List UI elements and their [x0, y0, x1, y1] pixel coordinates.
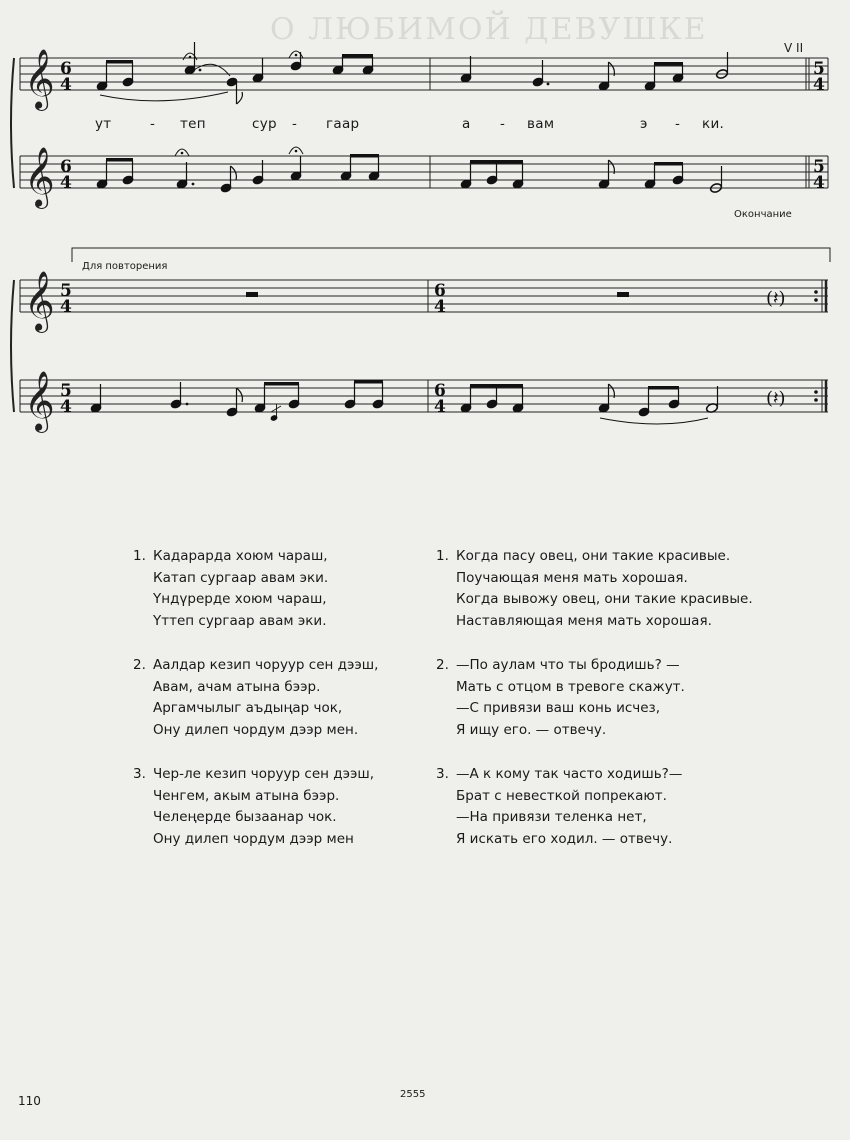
time-sig-top: 5 — [813, 59, 825, 79]
lyric-syllable: - — [150, 116, 156, 132]
lyric-syllable: - — [500, 116, 506, 132]
verse-line: Брат с невесткой попрекают. — [456, 787, 667, 804]
bleed-through-title: О ЛЮБИМОЙ ДЕВУШКЕ — [270, 12, 708, 47]
lyric-syllable: э — [640, 116, 648, 132]
verse-line: Ченгем, акым атына бээр. — [153, 787, 340, 804]
verse-line: Үндүрерде хоюм чараш, — [153, 591, 327, 607]
svg-text:(𝄽): (𝄽) — [766, 388, 786, 409]
time-sig-bottom: 4 — [813, 75, 825, 95]
time-sig-bottom: 4 — [60, 173, 72, 193]
verse-line: Аргамчылыг аъдыңар чок, — [153, 700, 343, 716]
verse-line: Поучающая меня мать хорошая. — [456, 569, 688, 586]
time-sig-bottom: 4 — [60, 397, 72, 417]
staff-2-notes — [96, 147, 722, 193]
lyric-syllable: ут — [95, 116, 112, 132]
staff-2-lines — [20, 156, 828, 188]
staff-4-notes — [90, 380, 818, 424]
time-sig-top: 5 — [813, 157, 825, 177]
verse-line: Ону дилеп чордум дээр мен. — [153, 721, 359, 738]
verse-line: Авам, ачам атына бээр. — [153, 678, 321, 695]
ending-label: Окончание — [734, 209, 792, 220]
time-sig-bottom: 4 — [60, 75, 72, 95]
verse-tuvan-2 — [133, 655, 379, 741]
treble-clef-icon: 𝄞 — [24, 147, 55, 207]
repeat-label: Для повторения — [82, 261, 168, 272]
verse-line: Ону дилеп чордум дээр мен — [153, 830, 354, 847]
verse-tuvan-3 — [133, 764, 375, 850]
lyric-syllable: вам — [527, 116, 555, 132]
verse-number: 2. — [436, 657, 449, 673]
verse-tuvan-1 — [133, 546, 329, 632]
time-sig-top: 5 — [60, 381, 72, 401]
time-sig-top: 6 — [434, 381, 446, 401]
verse-number: 1. — [436, 548, 449, 564]
verse-russian-3 — [436, 764, 683, 850]
verse-number: 3. — [436, 766, 449, 782]
verse-line: Я ищу его. — отвечу. — [456, 721, 607, 738]
treble-clef-icon: 𝄞 — [24, 371, 55, 431]
time-sig-top: 6 — [434, 281, 446, 301]
verse-line: Кадарарда хоюм чараш, — [153, 548, 328, 564]
treble-clef-icon: 𝄞 — [24, 49, 55, 109]
verse-line: —На привязи теленка нет, — [456, 809, 647, 825]
repeat-bracket — [72, 248, 830, 262]
verse-line: Когда вывожу овец, они такие красивые. — [456, 591, 753, 607]
lyric-syllable: гаар — [326, 116, 360, 132]
lyric-syllable: ки. — [702, 116, 725, 132]
staff-1-notes — [96, 42, 728, 104]
verse-line: Чер-ле кезип чоруур сен дээш, — [153, 766, 375, 782]
lyric-syllable: сур — [252, 116, 277, 132]
svg-text:(𝄽): (𝄽) — [766, 288, 786, 309]
page-number: 110 — [18, 1094, 41, 1108]
lyric-syllable: теп — [180, 116, 206, 132]
verse-line: Мать с отцом в тревоге скажут. — [456, 678, 685, 695]
time-sig-top: 5 — [60, 281, 72, 301]
verse-line: Үттеп сургаар авам эки. — [153, 612, 327, 629]
time-sig-bottom: 4 — [434, 297, 446, 317]
verse-line: Я искать его ходил. — отвечу. — [456, 830, 673, 847]
time-sig-bottom: 4 — [60, 297, 72, 317]
time-sig-bottom: 4 — [813, 173, 825, 193]
staff-3-lines — [20, 280, 828, 312]
verse-line: —С привязи ваш конь исчез, — [456, 700, 661, 716]
verse-russian-1 — [436, 546, 753, 632]
print-code: 2555 — [400, 1089, 426, 1100]
verse-russian-2 — [436, 655, 685, 741]
time-sig-bottom: 4 — [434, 397, 446, 417]
verse-number: 3. — [133, 766, 146, 782]
verse-line: Наставляющая меня мать хорошая. — [456, 612, 712, 629]
staff-1-lines — [20, 58, 828, 90]
verse-line: Челеңерде бызаанар чок. — [153, 809, 337, 825]
verse-number: 1. — [133, 548, 146, 564]
lyric-syllable: - — [675, 116, 681, 132]
verse-line: Катап сургаар авам эки. — [153, 569, 329, 586]
lyric-syllable: - — [292, 116, 298, 132]
verse-line: —А к кому так часто ходишь?— — [456, 766, 683, 782]
verse-line: Аалдар кезип чоруур сен дээш, — [153, 657, 379, 673]
verse-line: —По аулам что ты бродишь? — — [456, 657, 680, 673]
verse-number: 2. — [133, 657, 146, 673]
verse-line: Когда пасу овец, они такие красивые. — [456, 548, 731, 564]
lyric-syllable: а — [462, 116, 471, 132]
staff-3-rests — [246, 288, 818, 309]
breath-mark: V II — [784, 41, 804, 55]
treble-clef-icon: 𝄞 — [24, 271, 55, 331]
time-sig-top: 6 — [60, 59, 72, 79]
time-sig-top: 6 — [60, 157, 72, 177]
